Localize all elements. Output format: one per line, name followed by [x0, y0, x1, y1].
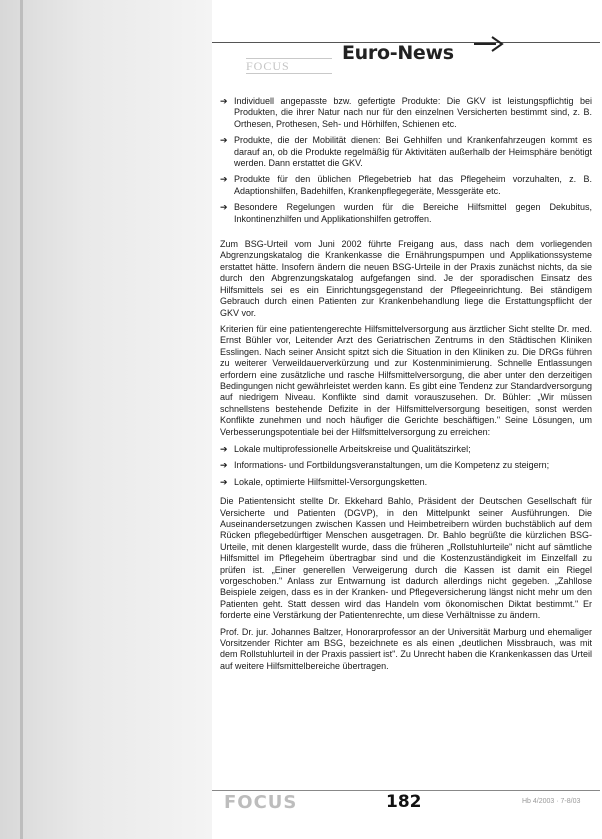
bullet-list-mid	[220, 444, 592, 488]
arrow-bullet-icon: ➔	[220, 135, 228, 146]
issue-code: Hb 4/2003 · 7-8/03	[522, 798, 581, 805]
page-number: 182	[386, 792, 422, 812]
arrow-bullet-icon: ➔	[220, 96, 228, 106]
arrow-bullet-icon: ➔	[220, 460, 228, 471]
list-item: ➔ Besondere Regelungen wurden für die Bereiche Hilfsmittel gegen Dekubitus, Inkontinenzhilfen und Applikationshilfen getroffen.	[220, 202, 592, 224]
brand-title: Euro-News	[342, 42, 454, 64]
list-item: ➔ Informations- und Fortbildungsveranstaltungen, um die Kompetenz zu steigern;	[220, 460, 550, 471]
list-item: ➔ Lokale multiprofessionelle Arbeitskreise und Qualitätszirkel;	[220, 443, 471, 454]
left-margin-band	[0, 0, 212, 839]
list-item: ➔ Individuell angepasste bzw. gefertigte Produkte: Die GKV ist leistungspflichtig bei Produkten, die ihrer Natur nach nur für den einzelnen Versicherten bestimmt sind, z. B. Orthesen, Prothesen, Seh- und Hörhilfen, Schienen etc.	[220, 96, 592, 129]
bullet-list-top	[220, 96, 592, 225]
footer-rule	[212, 790, 600, 791]
section-label: FOCUS	[224, 792, 298, 813]
paragraph: Prof. Dr. jur. Johannes Baltzer, Honorarprofessor an der Universität Marburg und ehemaliger Vorsitzender Richter am BSG, bezeichnete es als einen „deutlichen Missbrauch, was mit dem Rollstuhlurteil in der Praxis passiert ist". Zu Unrecht haben die Krankenkassen das Urteil auf weitere Hilfsmittelbereiche übertragen.	[220, 626, 592, 671]
article-body	[220, 96, 592, 677]
arrow-bullet-icon: ➔	[220, 202, 228, 213]
arrow-right-icon	[474, 34, 504, 54]
arrow-bullet-icon: ➔	[220, 443, 228, 454]
page-header	[212, 30, 602, 73]
page-footer	[212, 790, 602, 820]
paragraph: Kriterien für eine patientengerechte Hilfsmittelversorgung aus ärztlicher Sicht stellte Dr. med. Ernst Bühler vor, Leitender Arzt des Geriatrischen Zentrums in den Städtischen Kliniken Esslingen. Nach seiner Ansicht spitzt sich die Situation in den Kliniken zu. Die DRGs führen zu weiterer Verweildauerverkürzung und zur Kostenminimierung. Schnelle Entlassungen erfordern eine zusätzliche und rasche Hilfsmittelversorgung, die aber unter den derzeitigen Bedingungen nicht gewährleistet werden kann. Es gibt eine Tendenz zur Standardversorgung auf niedrigem Niveau. Konflikte sind damit vorauszusehen. Dr. Bühler: „Wir müssen schnellstens bestehende Defizite in der Hilfsmittelversorgung beseitigen, sonst werden Konflikte zunehmen und noch häufiger die Gerichte beschäftigen." Seine Lösungen, um Verbesserungspotentiale bei der Hilfsmittelversorgung zu erreichen:	[220, 323, 592, 437]
list-item: ➔ Produkte, die der Mobilität dienen: Bei Gehhilfen und Krankenfahrzeugen kommt es darauf an, ob die Produkte regelmäßig für Aktivitäten außerhalb der Heimsphäre benötigt werden. Dann erstattet die GKV.	[220, 135, 592, 169]
list-item: ➔ Produkte für den üblichen Pflegebetrieb hat das Pflegeheim vorzuhalten, z. B. Adaptionshilfen, Badehilfen, Krankenpflegegeräte, Messgeräte etc.	[220, 174, 592, 196]
arrow-bullet-icon: ➔	[220, 476, 228, 487]
list-item: ➔ Lokale, optimierte Hilfsmittel-Versorgungsketten.	[220, 476, 428, 487]
paragraph: Die Patientensicht stellte Dr. Ekkehard Bahlo, Präsident der Deutschen Gesellschaft für Versicherte und Patienten (DGVP), in den Mittelpunkt seiner Ausführungen. Die Auseinandersetzungen zwischen Kassen und Heimbetreibern würden buchstäblich auf dem Rücken pflegebedürftiger Menschen ausgetragen. Dr. Bahlo begrüßte die kürzlichen BSG-Urteile, mit denen klargestellt wurde, dass die früheren „Rollstuhlurteile" nicht auf sämtliche Hilfsmittel im Pflegeheim übertragbar sind und die Kostenzuständigkeit im Einzelfall zu prüfen ist. „Einer generellen Verweigerung durch die Kassen ist damit ein Riegel vorgeschoben." Anlass zur Entwarnung ist dadurch allerdings nicht gegeben. „Zahllose Beispiele zeigen, dass es in der Kranken- und Pflegeversicherung längst nicht mehr um den Patienten geht. Statt dessen wird das Handeln vom ökonomischen Diktat bestimmt." Er forderte eine Verstärkung der Patientenrechte, um diese Verhältnisse zu ändern.	[220, 496, 592, 621]
paragraph: Zum BSG-Urteil vom Juni 2002 führte Freigang aus, dass nach dem vorliegenden Abgrenzungskatalog die Krankenkasse die Ernährungspumpen und Applikationssysteme erstattet hätte. Insofern ändern die neuen BSG-Urteile in der Praxis zunächst nichts, da sie durch den Abgrenzungskatalog aufgefangen sind. Je der sporadischen Einsatz des Hilfsmittels sei es ein Einrichtungsgegenstand der Pflegeeinrichtung. Bei ständigem Gebrauch durch einen Patienten zur Krankenbehandlung liege die Erstattungspflicht der GKV vor.	[220, 239, 592, 318]
arrow-bullet-icon: ➔	[220, 174, 228, 185]
header-ghost-label: FOCUS	[246, 58, 332, 74]
